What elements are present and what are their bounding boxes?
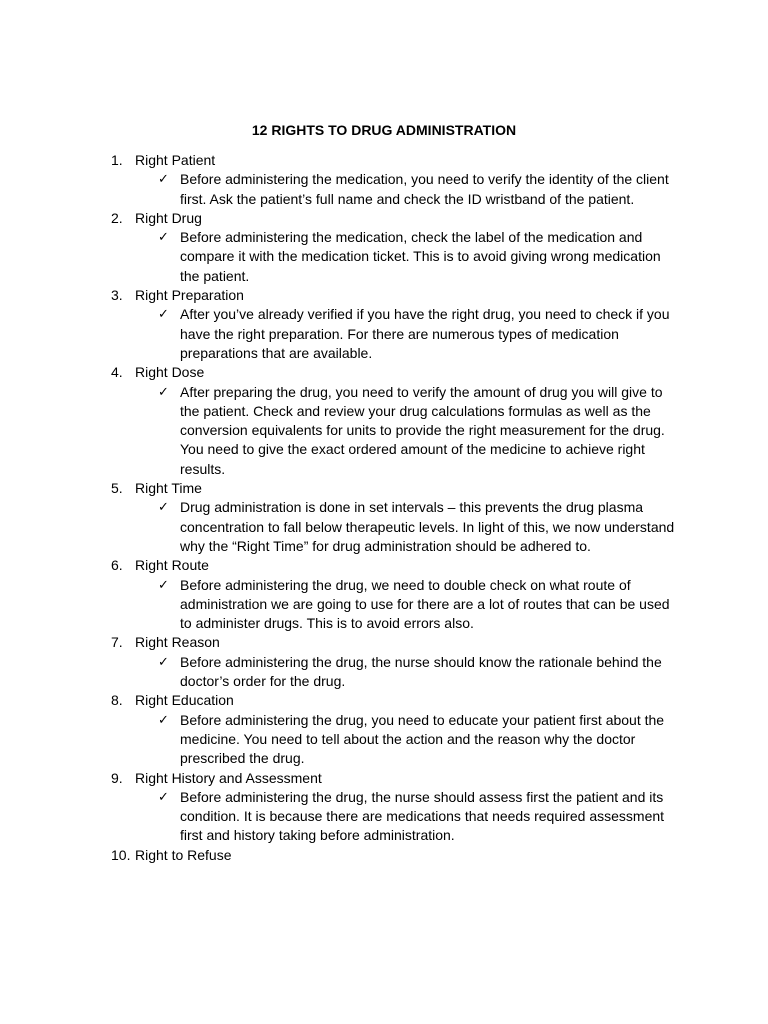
item-detail	[0, 170, 768, 209]
item-title: Right History and Assessment	[135, 769, 322, 786]
item-detail-text: Drug administration is done in set intervals – this prevents the drug plasma concentration to fall below therapeutic levels. In light of this, we now understand why the “Right Time” for drug administration should be adhered to.	[180, 499, 675, 554]
list-item-heading	[0, 286, 768, 305]
checkmark-icon: ✓	[158, 577, 169, 593]
item-title: Right Drug	[135, 209, 202, 226]
item-detail-text: Before administering the medication, check the label of the medication and compare it with the medication ticket. This is to avoid giving wrong medication the patient.	[180, 229, 661, 284]
list-item	[0, 151, 768, 209]
list-item	[0, 286, 768, 363]
item-detail-text: After you’ve already verified if you have the right drug, you need to check if you have the right preparation. For there are numerous types of medication preparations that are available.	[180, 306, 670, 361]
item-title: Right Patient	[135, 152, 216, 168]
item-detail	[0, 788, 768, 846]
item-detail-text: Before administering the drug, we need to double check on what route of administration we are going to use for there are a lot of routes that can be used to administer drugs. This is to avoid errors also.	[180, 576, 670, 632]
item-number: 2.	[111, 209, 123, 226]
list-item-heading	[0, 556, 768, 575]
item-detail	[0, 711, 768, 769]
item-number: 6.	[111, 557, 123, 574]
item-detail	[0, 576, 768, 634]
document-title: 12 RIGHTS TO DRUG ADMINISTRATION	[251, 122, 517, 138]
item-detail-text: Before administering the medication, you need to verify the identity of the client first. Ask the patient’s full name and check the ID wristband of the patient.	[180, 171, 669, 207]
item-title: Right to Refuse	[135, 846, 232, 863]
checkmark-icon: ✓	[158, 789, 169, 805]
item-title: Right Dose	[135, 364, 205, 381]
item-number: 8.	[111, 692, 123, 709]
list-item	[0, 769, 768, 846]
list-item	[0, 691, 768, 768]
list-item-heading	[0, 846, 768, 865]
list-item	[0, 479, 768, 556]
item-detail	[0, 498, 768, 556]
list-item-heading	[0, 769, 768, 788]
list-item	[0, 363, 768, 479]
item-detail-text: Before administering the drug, the nurse should know the rationale behind the doctor’s order for the drug.	[180, 653, 662, 690]
item-title: Right Route	[135, 557, 209, 574]
list-item-heading	[0, 633, 768, 652]
item-detail	[0, 383, 768, 479]
checkmark-icon: ✓	[158, 500, 169, 516]
item-detail	[0, 653, 768, 692]
item-number: 4.	[111, 364, 123, 381]
checkmark-icon: ✓	[158, 230, 169, 246]
item-number: 9.	[111, 769, 123, 786]
list-item	[0, 556, 768, 633]
item-number: 5.	[111, 480, 123, 497]
list-item	[0, 209, 768, 286]
item-title: Right Education	[135, 692, 234, 709]
item-number: 7.	[111, 634, 123, 651]
item-detail	[0, 305, 768, 363]
item-detail-text: After preparing the drug, you need to verify the amount of drug you will give to the patient. Check and review your drug calculations formulas as well as the conversion equivalents for units to provide the right measurement for the drug. You need to give the exact ordered amount of the medicine to achieve right results.	[180, 383, 665, 477]
checkmark-icon: ✓	[158, 384, 169, 400]
list-item-heading	[0, 151, 768, 170]
checkmark-icon: ✓	[158, 307, 169, 323]
list-item-heading	[0, 363, 768, 382]
item-title: Right Time	[135, 480, 202, 497]
item-detail	[0, 228, 768, 286]
checkmark-icon: ✓	[158, 712, 169, 728]
checkmark-icon: ✓	[158, 654, 169, 670]
list-item	[0, 846, 768, 865]
list-item-heading	[0, 209, 768, 228]
item-title: Right Preparation	[135, 287, 244, 304]
item-number: 3.	[111, 287, 123, 304]
item-detail-text: Before administering the drug, the nurse should assess first the patient and its condition. It is because there are medications that needs required assessment first and history taking before administration.	[180, 788, 665, 844]
list-item-heading	[0, 691, 768, 710]
list-item-heading	[0, 479, 768, 498]
item-title: Right Reason	[135, 634, 220, 651]
item-detail-text: Before administering the drug, you need to educate your patient first about the medicine. You need to tell about the action and the reason why the doctor prescribed the drug.	[180, 711, 665, 767]
item-number: 1.	[111, 152, 123, 168]
checkmark-icon: ✓	[158, 172, 169, 188]
rights-list	[0, 151, 768, 865]
list-item	[0, 633, 768, 691]
item-number: 10.	[111, 846, 131, 863]
